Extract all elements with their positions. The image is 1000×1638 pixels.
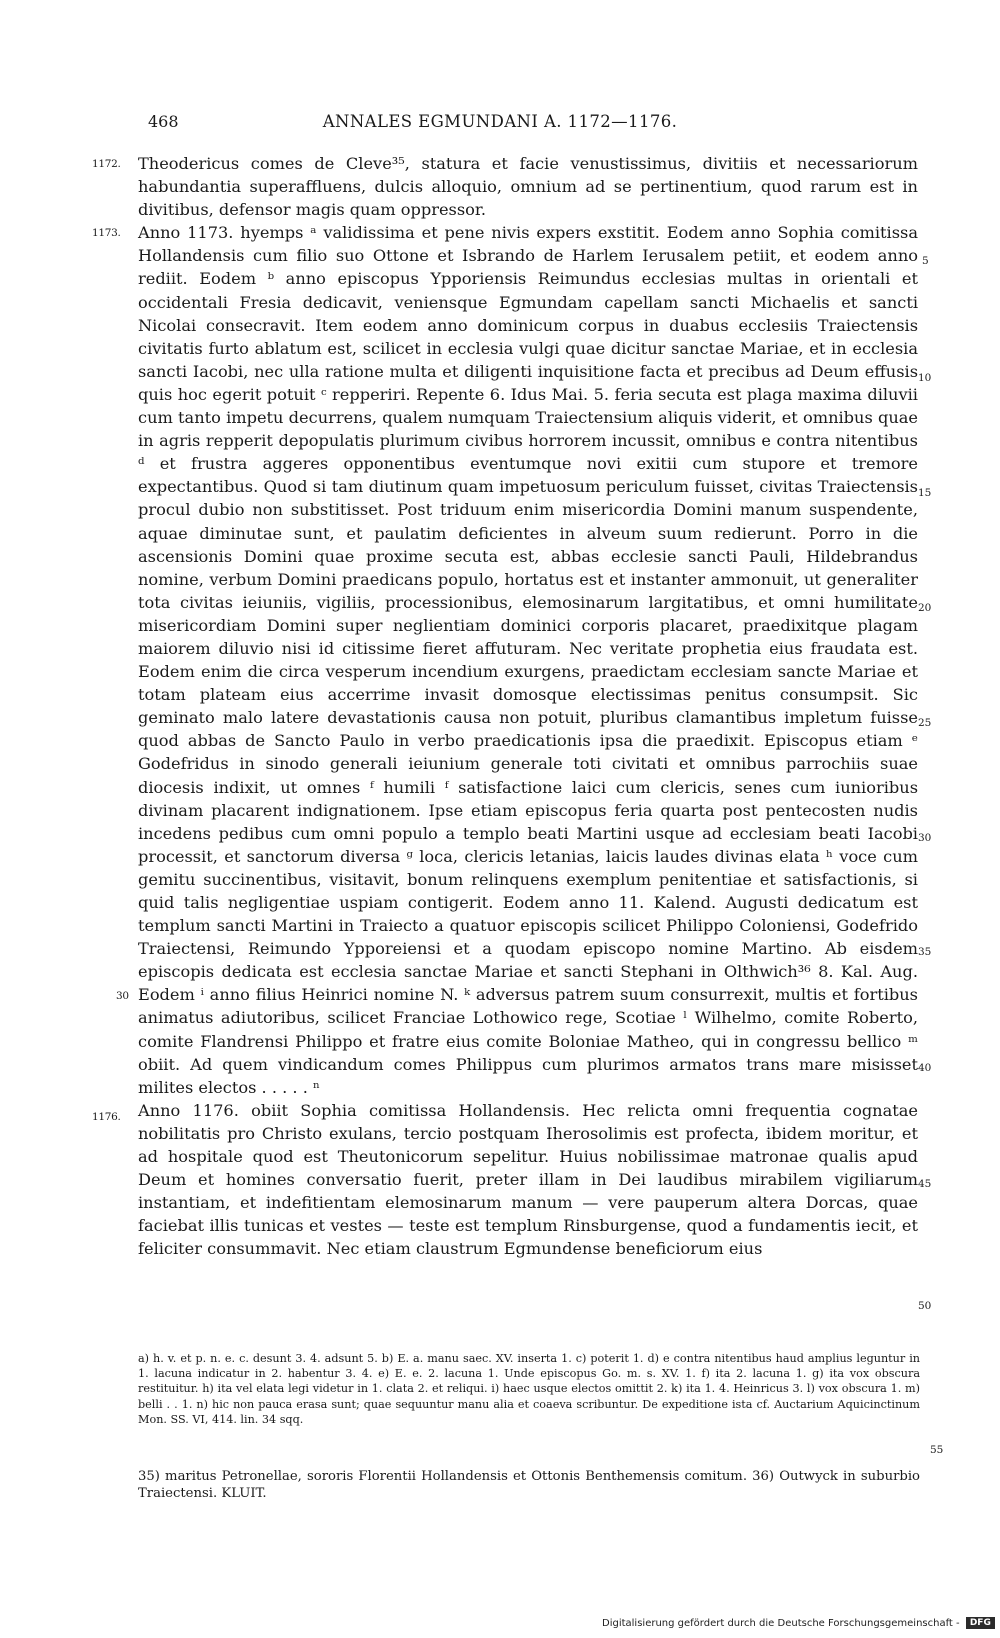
page-number: 468 — [148, 112, 179, 131]
running-title: ANNALES EGMUNDANI A. 1172—1176. — [322, 112, 678, 131]
entry-1173: Anno 1173. hyemps ᵃ validissima et pene nivis expers exstitit. Eodem anno Sophia comitissa Hollandensis cum filio suo Ottone et Isbrando de Harlem Ierusalem petiit, et eodem anno rediit. Eodem ᵇ anno episcopus Ypporiensis Reimundus ecclesias multas in orientali et occidentali Fresia dedicavit, veniensque Egmundam capellam sancti Michaelis et sancti Nicolai consecravit. Item eodem anno dominicum corpus in duabus ecclesiis Traiectensis civitatis furto ablatum est, scilicet in ecclesia vulgi quae dicitur sanctae Mariae, et in ecclesia sancti Iacobi, nec ulla ratione multa et diligenti inquisitione facta et precibus ad Deum effusis quis hoc egerit potuit ᶜ repperiri. Repente 6. Idus Mai. 5. feria secuta est plaga maxima diluvii cum tanto impetu decurrens, qualem numquam Traiectensium aliquis viderit, et omnibus quae in agris repperit depopulatis plurimum civibus horrorem incussit, omnibus e contra nitentibus ᵈ et frustra aggeres opponentibus eventumque novi exitii cum stupore et tremore expectantibus. Quod si tam diutinum quam impetuosum periculum fuisset, civitas Traiectensis procul dubio non substitisset. Post triduum enim misericordia Domini manum suspendente, aquae diminutae sunt, et paulatim deficientes in alveum suum redierunt. Porro in die ascensionis Domini quae proxime secuta est, abbas ecclesie sancti Pauli, Hildebrandus nomine, verbum Domini praedicans populo, hortatus est et instanter ammonuit, ut generaliter tota civitas ieiuniis, vigiliis, processionibus, elemosinarum largitatibus, et omni humilitate misericordiam Domini super neglientiam dominici corporis placaret, praedixitque plagam maiorem diluvio nisi id citissime fieret affuturam. Nec veritate prophetia eius fraudata est. Eodem enim die circa vesperum incendium exurgens, praedictam ecclesiam sancte Mariae et totam plateam eius accerrime invasit domosque electissimas penitus consumpsit. Sic geminato malo latere devastationis causa non potuit, pluribus clamantibus impletum fuisse quod abbas de Sancto Paulo in verbo praedicationis ipsa die praedixit. Episcopus etiam ᵉ Godefridus in sinodo generali ieiunium generale toti civitati et omnibus parrochiis suae diocesis indixit, ut omnes ᶠ humili ᶠ satisfactione laici cum clericis, senes cum iunioribus divinam placarent indignationem. Ipse etiam episcopus feria quarta post pentecosten nudis incedens pedibus cum omni populo a templo beati Martini usque ad ecclesiam beati Iacobi processit, et sanctorum diversa ᵍ loca, clericis letanias, laicis laudes divinas elata ʰ voce cum gemitu succinentibus, visitavit, bonum relinquens exemplum penitentiae et satisfactionis, si quid talis negligentiae uspiam contigerit. Eodem anno 11. Kalend. Augusti dedicatum est templum sancti Martini in Traiecto a quatuor episcopis scilicet Philippo Coloniensi, Godefrido Traiectensi, Reimundo Ypporeiensi et a quodam episcopo nomine Martino. Ab eisdem episcopis dedicata est ecclesia sanctae Mariae et sancti Stephani in Olthwich³⁶ 8. Kal. Aug. Eodem ⁱ anno filius Heinrici nomine N. ᵏ adversus patrem suum consurrexit, multis et fortibus animatus adiutoribus, scilicet Franciae Lothowico rege, Scotiae ˡ Wilhelmo, comite Roberto, comite Flandrensi Philippo et fratre eius comite Boloniae Matheo, qui in congressu bellico ᵐ obiit. Ad quem vindicandum comes Philippus cum plurimos armatos trans mare misisset milites electos . . . . . ⁿ — [138, 223, 918, 1097]
line-number: 25 — [918, 717, 932, 729]
page-header — [0, 112, 1000, 136]
year-marker-1173: 1173. — [92, 227, 121, 239]
numbered-footnotes: 35) maritus Petronellae, sororis Florentii Hollandensis et Ottonis Benthemensis comitum. 36) Outwyck in suburbio Traiectensi. KLUIT. — [138, 1469, 920, 1501]
line-number: 45 — [918, 1178, 932, 1190]
line-number: 30 — [918, 832, 932, 844]
line-number: 50 — [918, 1300, 932, 1312]
line-number: 35 — [918, 946, 932, 958]
line-number: 5 — [922, 255, 929, 267]
lettered-footnotes: a) h. v. et p. n. e. c. desunt 3. 4. adsunt 5. b) E. a. manu saec. XV. inserta 1. c) poterit 1. d) e contra nitentibus haud amplius leguntur in 1. lacuna indicatur in 2. habentur 3. 4. e) E. e. 2. lacuna 1. Unde episcopus Go. m. s. XV. 1. f) ita 2. lacuna 1. g) ita vox obscura restituitur. h) ita vel elata legi videtur in 1. clata 2. et reliqui. i) haec usque electos omittit 2. k) ita 1. 4. Heinricus 3. l) vox obscura 1. m) belli . . 1. n) hic non pauca erasa sunt; quae sequuntur manu alia et coaeva scribuntur. De expeditione ista cf. Auctarium Aquicinctinum Mon. SS. VI, 414. lin. 34 sqq. — [138, 1352, 920, 1426]
footer-text: Digitalisierung gefördert durch die Deutsche Forschungsgemeinschaft - — [602, 1618, 960, 1629]
line-number: 15 — [918, 487, 932, 499]
entry-1176: Anno 1176. obiit Sophia comitissa Hollandensis. Hec relicta omni frequentia cognatae nobilitatis pro Christo exulans, tercio postquam Iherosolimis est profecta, ibidem moritur, et ad hospitale quod est Theutonicorum sepelitur. Huius nobilissimae matronae qualis apud Deum et homines conversatio fuerit, preter illam in Dei laudibus mirabilem vigiliarum instantiam, et indefitientam elemosinarum manum — vere pauperum altera Dorcas, quae faciebat illis tunicas et vestes — teste est templum Rinsburgense, quod a fundamentis iecit, et feliciter consummavit. Nec etiam claustrum Egmundense beneficiorum eius — [138, 1100, 918, 1259]
digitization-credit — [602, 1617, 995, 1629]
year-marker-1176: 1176. — [92, 1111, 121, 1123]
sidenote-reference-36: 30 — [116, 990, 129, 1002]
line-number: 10 — [918, 372, 932, 384]
critical-apparatus — [138, 1351, 920, 1427]
line-number: 40 — [918, 1062, 932, 1074]
dfg-logo: DFG — [966, 1617, 995, 1629]
year-marker-1172: 1172. — [92, 158, 121, 170]
line-number: 20 — [918, 602, 932, 614]
entry-1172: Theodericus comes de Cleve³⁵, statura et facie venustissimus, divitiis et necessariorum habundantia superaffluens, dulcis alloquio, omnium ad se pertinentium, quod rarum est in divitibus, defensor magis quam oppressor. — [138, 154, 918, 220]
commentary-notes — [138, 1468, 920, 1502]
annal-text — [138, 152, 918, 1261]
line-number: 55 — [930, 1444, 944, 1456]
